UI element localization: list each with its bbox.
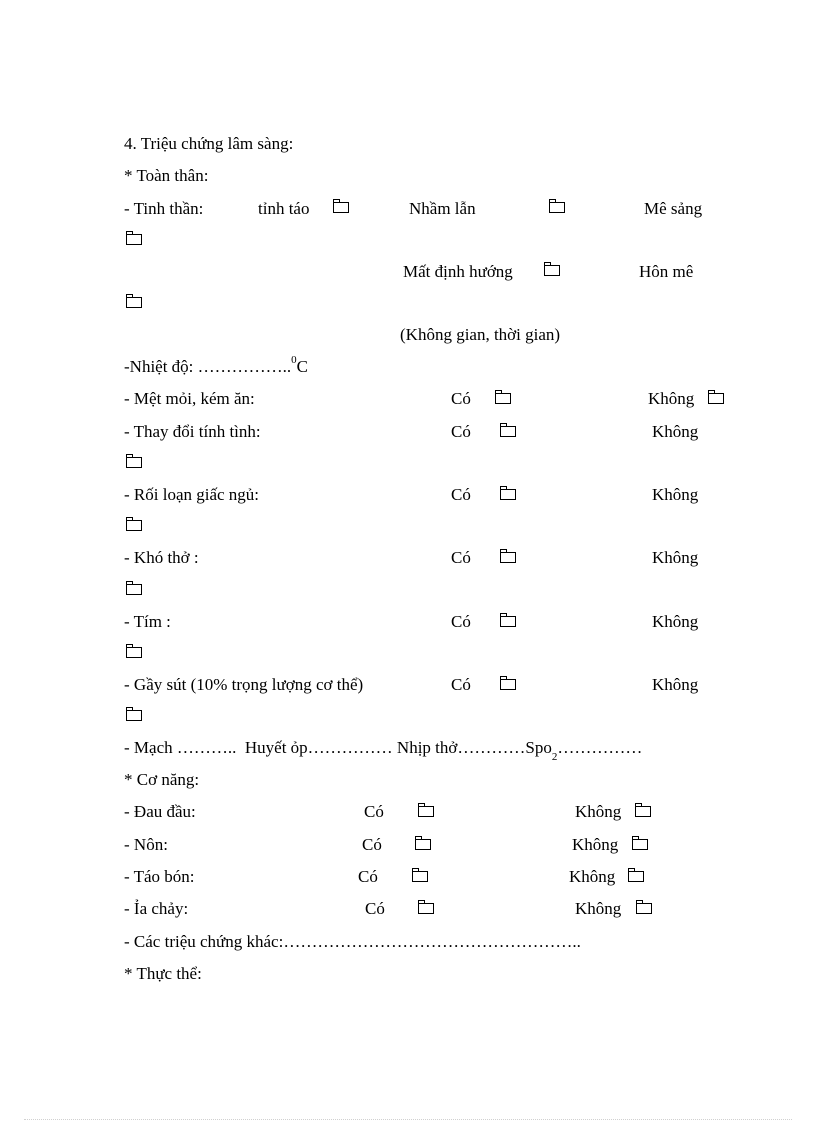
subsection-toan-than: * Toàn thân: bbox=[124, 166, 209, 185]
ia-chay-label: - Ỉa chảy: bbox=[124, 899, 189, 918]
dau-dau-label: - Đau đầu: bbox=[124, 802, 196, 821]
tinh-than-label: - Tinh thần: bbox=[124, 199, 204, 218]
subsection-thuc-the: * Thực thể: bbox=[124, 964, 202, 983]
orientation-note: (Không gian, thời gian) bbox=[400, 325, 561, 344]
non-khong-checkbox[interactable] bbox=[632, 839, 648, 850]
co-label: Có bbox=[451, 422, 471, 441]
giac-ngu-label: - Rối loạn giấc ngủ: bbox=[124, 485, 260, 504]
nham-lan-label: Nhầm lẫn bbox=[409, 199, 476, 218]
page-bottom-divider bbox=[24, 1119, 792, 1120]
ia-chay-khong-checkbox[interactable] bbox=[636, 903, 652, 914]
khong-label: Không bbox=[572, 835, 619, 854]
khong-label: Không bbox=[652, 548, 699, 567]
hon-me-label: Hôn mê bbox=[639, 262, 694, 281]
me-sang-checkbox[interactable] bbox=[126, 234, 142, 245]
gay-sut-label: - Gầy sút (10% trọng lượng cơ thể) bbox=[124, 675, 364, 694]
nhiet-do-line: -Nhiệt độ: ……………..$^0$C bbox=[124, 354, 308, 376]
tinh-tinh-co-checkbox[interactable] bbox=[500, 426, 516, 437]
kho-tho-khong-checkbox[interactable] bbox=[126, 584, 142, 595]
tim-khong-checkbox[interactable] bbox=[126, 647, 142, 658]
co-label: Có bbox=[358, 867, 378, 886]
giac-ngu-khong-checkbox[interactable] bbox=[126, 520, 142, 531]
section-heading: 4. Triệu chứng lâm sàng: bbox=[124, 134, 294, 153]
khong-label: Không bbox=[575, 899, 622, 918]
me-sang-label: Mê sảng bbox=[644, 199, 703, 218]
khong-label: Không bbox=[575, 802, 622, 821]
mat-dinh-huong-label: Mất định hướng bbox=[403, 262, 513, 281]
co-label: Có bbox=[451, 485, 471, 504]
tim-label: - Tím : bbox=[124, 612, 171, 631]
khong-label: Không bbox=[569, 867, 616, 886]
co-label: Có bbox=[365, 899, 385, 918]
co-label: Có bbox=[362, 835, 382, 854]
vitals-line: - Mạch ……….. Huyết ỏp…………… Nhịp thở…………Spo$_2$…………… bbox=[124, 738, 643, 764]
dau-dau-co-checkbox[interactable] bbox=[418, 806, 434, 817]
tinh-tao-label: tỉnh táo bbox=[258, 199, 310, 218]
tao-bon-co-checkbox[interactable] bbox=[412, 871, 428, 882]
tao-bon-label: - Táo bón: bbox=[124, 867, 195, 886]
gay-sut-khong-checkbox[interactable] bbox=[126, 710, 142, 721]
met-moi-label: - Mệt mỏi, kém ăn: bbox=[124, 389, 255, 408]
kho-tho-co-checkbox[interactable] bbox=[500, 552, 516, 563]
ia-chay-co-checkbox[interactable] bbox=[418, 903, 434, 914]
tinh-tao-checkbox[interactable] bbox=[333, 202, 349, 213]
tim-co-checkbox[interactable] bbox=[500, 616, 516, 627]
subsection-co-nang: * Cơ năng: bbox=[124, 770, 200, 789]
other-symptoms-line: - Các triệu chứng khác:…………………………………………….. bbox=[124, 932, 581, 951]
hon-me-checkbox[interactable] bbox=[126, 297, 142, 308]
khong-label: Không bbox=[652, 612, 699, 631]
non-label: - Nôn: bbox=[124, 835, 168, 854]
co-label: Có bbox=[364, 802, 384, 821]
co-label: Có bbox=[451, 612, 471, 631]
co-label: Có bbox=[451, 389, 471, 408]
co-label: Có bbox=[451, 548, 471, 567]
nham-lan-checkbox[interactable] bbox=[549, 202, 565, 213]
mat-dinh-huong-checkbox[interactable] bbox=[544, 265, 560, 276]
dau-dau-khong-checkbox[interactable] bbox=[635, 806, 651, 817]
giac-ngu-co-checkbox[interactable] bbox=[500, 489, 516, 500]
tinh-tinh-label: - Thay đổi tính tình: bbox=[124, 422, 261, 441]
khong-label: Không bbox=[648, 389, 695, 408]
khong-label: Không bbox=[652, 675, 699, 694]
non-co-checkbox[interactable] bbox=[415, 839, 431, 850]
khong-label: Không bbox=[652, 485, 699, 504]
tao-bon-khong-checkbox[interactable] bbox=[628, 871, 644, 882]
gay-sut-co-checkbox[interactable] bbox=[500, 679, 516, 690]
kho-tho-label: - Khó thở : bbox=[124, 548, 199, 567]
met-moi-khong-checkbox[interactable] bbox=[708, 393, 724, 404]
tinh-tinh-khong-checkbox[interactable] bbox=[126, 457, 142, 468]
met-moi-co-checkbox[interactable] bbox=[495, 393, 511, 404]
khong-label: Không bbox=[652, 422, 699, 441]
co-label: Có bbox=[451, 675, 471, 694]
